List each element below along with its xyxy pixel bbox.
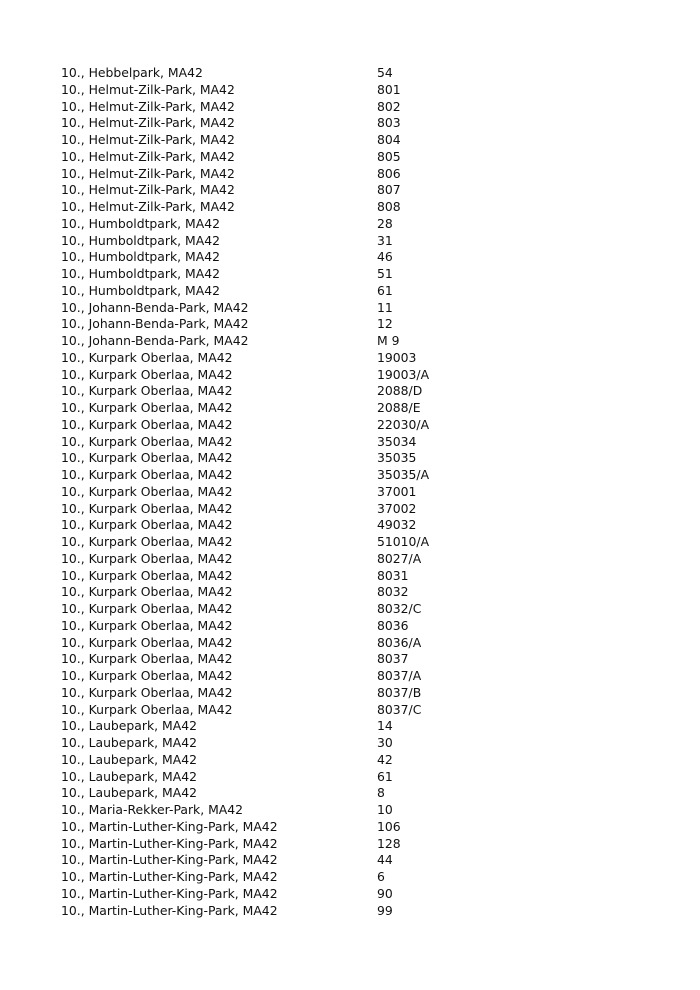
row-location: 10., Kurpark Oberlaa, MA42 [61, 567, 233, 583]
list-row [61, 417, 661, 434]
row-location: 10., Helmut-Zilk-Park, MA42 [61, 81, 235, 97]
list-row [61, 903, 661, 920]
row-number: 2088/D [377, 383, 423, 399]
row-location: 10., Kurpark Oberlaa, MA42 [61, 684, 233, 700]
list-row [61, 517, 661, 534]
row-location: 10., Martin-Luther-King-Park, MA42 [61, 852, 278, 868]
row-location: 10., Humboldtpark, MA42 [61, 249, 220, 265]
list-row [61, 65, 661, 82]
list-row [61, 82, 661, 99]
row-number: 8036 [377, 617, 409, 633]
row-number: 54 [377, 65, 393, 80]
list-row [61, 769, 661, 786]
list-row [61, 367, 661, 384]
list-row [61, 852, 661, 869]
row-number: 51010/A [377, 534, 430, 549]
row-location: 10., Kurpark Oberlaa, MA42 [61, 634, 233, 650]
row-number: 35035/A [377, 467, 430, 482]
list-row [61, 484, 661, 501]
row-number: 802 [377, 98, 401, 114]
list-row [61, 702, 661, 719]
list-row [61, 584, 661, 601]
row-number: 806 [377, 165, 401, 181]
row-location: 10., Humboldtpark, MA42 [61, 232, 220, 248]
row-number: 8032 [377, 584, 409, 600]
row-location: 10., Kurpark Oberlaa, MA42 [61, 651, 233, 667]
row-number: 10 [377, 802, 393, 817]
list-row [61, 450, 661, 467]
row-number: 19003 [377, 349, 417, 365]
row-number: 8027/A [377, 550, 422, 566]
row-location: 10., Johann-Benda-Park, MA42 [61, 333, 249, 348]
row-location: 10., Helmut-Zilk-Park, MA42 [61, 182, 235, 198]
row-location: 10., Johann-Benda-Park, MA42 [61, 316, 249, 332]
row-location: 10., Kurpark Oberlaa, MA42 [61, 483, 233, 499]
row-location: 10., Humboldtpark, MA42 [61, 266, 220, 281]
row-number: 49032 [377, 517, 417, 533]
row-number: 19003/A [377, 366, 430, 382]
row-location: 10., Kurpark Oberlaa, MA42 [61, 534, 233, 549]
list-row [61, 149, 661, 166]
row-location: 10., Laubepark, MA42 [61, 768, 197, 784]
row-location: 10., Helmut-Zilk-Park, MA42 [61, 132, 235, 147]
row-location: 10., Martin-Luther-King-Park, MA42 [61, 902, 278, 918]
list-row [61, 601, 661, 618]
list-row [61, 300, 661, 317]
row-number: 801 [377, 81, 401, 97]
row-location: 10., Martin-Luther-King-Park, MA42 [61, 818, 278, 834]
list-row [61, 836, 661, 853]
row-location: 10., Helmut-Zilk-Park, MA42 [61, 98, 235, 114]
row-number: 128 [377, 835, 401, 851]
list-row [61, 785, 661, 802]
row-number: 807 [377, 182, 401, 198]
list-row [61, 668, 661, 685]
row-location: 10., Kurpark Oberlaa, MA42 [61, 450, 233, 466]
row-location: 10., Kurpark Oberlaa, MA42 [61, 383, 233, 399]
list-row [61, 132, 661, 149]
list-row [61, 350, 661, 367]
row-location: 10., Martin-Luther-King-Park, MA42 [61, 835, 278, 851]
list-row [61, 383, 661, 400]
row-location: 10., Kurpark Oberlaa, MA42 [61, 433, 233, 449]
row-number: 8037/A [377, 668, 422, 683]
row-number: 12 [377, 316, 393, 332]
row-number: 8031 [377, 567, 409, 583]
row-location: 10., Kurpark Oberlaa, MA42 [61, 349, 233, 365]
row-location: 10., Kurpark Oberlaa, MA42 [61, 467, 233, 482]
row-number: 803 [377, 115, 401, 131]
row-number: 28 [377, 215, 393, 231]
row-location: 10., Humboldtpark, MA42 [61, 215, 220, 231]
row-number: 808 [377, 199, 401, 214]
row-number: 14 [377, 718, 393, 734]
row-location: 10., Kurpark Oberlaa, MA42 [61, 416, 233, 432]
row-number: 8032/C [377, 601, 422, 616]
list-row [61, 752, 661, 769]
list-row [61, 635, 661, 652]
list-row [61, 618, 661, 635]
list-row [61, 99, 661, 116]
row-number: 30 [377, 735, 393, 750]
list-row [61, 249, 661, 266]
row-number: 37002 [377, 500, 417, 516]
row-number: 8 [377, 785, 385, 801]
list-row [61, 182, 661, 199]
row-number: 35034 [377, 433, 417, 449]
row-location: 10., Maria-Rekker-Park, MA42 [61, 802, 244, 817]
row-number: 6 [377, 869, 385, 884]
list-row [61, 400, 661, 417]
list-row [61, 802, 661, 819]
row-location: 10., Kurpark Oberlaa, MA42 [61, 517, 233, 533]
list-row [61, 233, 661, 250]
row-number: 35035 [377, 450, 417, 466]
row-location: 10., Martin-Luther-King-Park, MA42 [61, 869, 278, 884]
row-location: 10., Martin-Luther-King-Park, MA42 [61, 885, 278, 901]
row-number: 8036/A [377, 634, 422, 650]
row-number: M 9 [377, 333, 400, 348]
row-number: 805 [377, 148, 401, 164]
list-row [61, 819, 661, 836]
row-number: 31 [377, 232, 393, 248]
list-row [61, 534, 661, 551]
list-row [61, 886, 661, 903]
row-number: 8037/C [377, 701, 422, 717]
row-number: 106 [377, 818, 401, 834]
list-row [61, 316, 661, 333]
row-number: 46 [377, 249, 393, 265]
row-number: 90 [377, 885, 393, 901]
list-row [61, 869, 661, 886]
list-row [61, 283, 661, 300]
list-row [61, 434, 661, 451]
park-number-list [61, 65, 661, 919]
row-location: 10., Laubepark, MA42 [61, 751, 197, 767]
row-location: 10., Laubepark, MA42 [61, 785, 197, 801]
list-row [61, 166, 661, 183]
list-row [61, 501, 661, 518]
list-row [61, 199, 661, 216]
row-number: 11 [377, 299, 393, 315]
row-number: 99 [377, 902, 393, 918]
row-number: 804 [377, 132, 401, 147]
row-number: 2088/E [377, 400, 421, 415]
row-location: 10., Kurpark Oberlaa, MA42 [61, 366, 233, 382]
row-number: 22030/A [377, 416, 430, 432]
list-row [61, 216, 661, 233]
row-location: 10., Kurpark Oberlaa, MA42 [61, 550, 233, 566]
list-row [61, 735, 661, 752]
row-location: 10., Kurpark Oberlaa, MA42 [61, 701, 233, 717]
list-row [61, 551, 661, 568]
row-location: 10., Helmut-Zilk-Park, MA42 [61, 115, 235, 131]
row-number: 8037/B [377, 684, 422, 700]
row-location: 10., Kurpark Oberlaa, MA42 [61, 668, 233, 683]
row-location: 10., Helmut-Zilk-Park, MA42 [61, 165, 235, 181]
list-row [61, 333, 661, 350]
list-row [61, 467, 661, 484]
row-location: 10., Humboldtpark, MA42 [61, 282, 220, 298]
row-number: 44 [377, 852, 393, 868]
row-location: 10., Laubepark, MA42 [61, 735, 197, 750]
list-row [61, 685, 661, 702]
row-number: 42 [377, 751, 393, 767]
list-row [61, 568, 661, 585]
row-location: 10., Kurpark Oberlaa, MA42 [61, 601, 233, 616]
list-row [61, 115, 661, 132]
row-number: 61 [377, 282, 393, 298]
row-location: 10., Kurpark Oberlaa, MA42 [61, 500, 233, 516]
row-number: 51 [377, 266, 393, 281]
list-row [61, 651, 661, 668]
row-location: 10., Kurpark Oberlaa, MA42 [61, 617, 233, 633]
row-location: 10., Helmut-Zilk-Park, MA42 [61, 148, 235, 164]
row-number: 61 [377, 768, 393, 784]
row-number: 37001 [377, 483, 417, 499]
row-location: 10., Helmut-Zilk-Park, MA42 [61, 199, 235, 214]
row-location: 10., Laubepark, MA42 [61, 718, 197, 734]
list-row [61, 266, 661, 283]
row-location: 10., Hebbelpark, MA42 [61, 65, 203, 80]
row-number: 8037 [377, 651, 409, 667]
row-location: 10., Johann-Benda-Park, MA42 [61, 299, 249, 315]
row-location: 10., Kurpark Oberlaa, MA42 [61, 584, 233, 600]
row-location: 10., Kurpark Oberlaa, MA42 [61, 400, 233, 415]
list-row [61, 718, 661, 735]
